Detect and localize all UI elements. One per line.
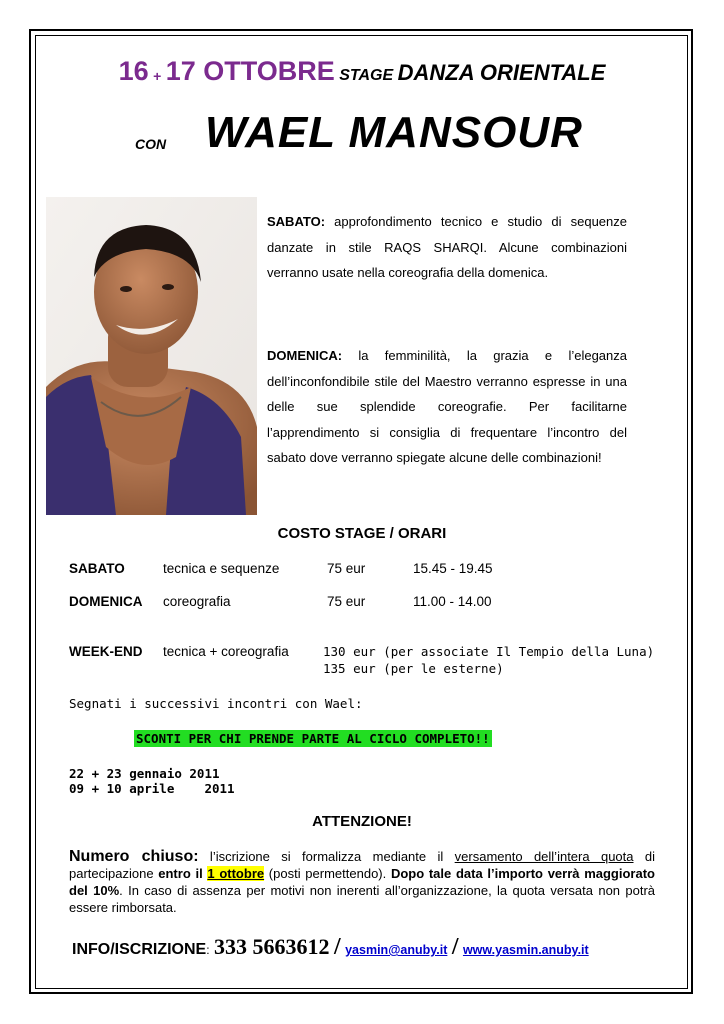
numero-chiuso-paragraph [69, 848, 655, 916]
schedule-desc: tecnica e sequenze [163, 561, 280, 576]
schedule-price: 75 eur [327, 594, 366, 609]
sabato-description [267, 209, 627, 286]
website-link[interactable]: www.yasmin.anuby.it [462, 943, 589, 957]
separator-slash: / [333, 934, 341, 960]
costo-heading: COSTO STAGE / ORARI [277, 525, 447, 542]
segnati-text: Segnati i successivi incontri con Wael: [69, 696, 363, 711]
date-end: 17 OTTOBRE [165, 56, 335, 86]
domenica-text: la femminilità, la grazia e l’eleganza dell’inconfondibile stile del Maestro verranno espresse in una delle sue splendide coreografie. Per facilitarne l’apprendimento si consiglia di frequentare l’incontro del sabato dove verranno spiegate alcune delle combinazioni! [267, 348, 627, 465]
numero-text: (posti permettendo). [264, 866, 391, 881]
teacher-photo [46, 197, 257, 515]
numero-title: Numero chiuso: [69, 848, 199, 865]
numero-bold: Dopo tale data l’importo verrà maggiorato del 10% [69, 866, 655, 898]
date-start: 16 [118, 56, 149, 86]
email-link[interactable]: yasmin@anuby.it [345, 943, 448, 957]
plus-sign: + [153, 67, 162, 84]
weekend-day: WEEK-END [69, 644, 143, 659]
numero-text: . In caso di assenza per motivi non inerenti all’organizzazione, la quota versata non potrà essere rimborsata. [69, 883, 655, 915]
numero-text: di partecipazione [69, 849, 656, 881]
schedule-time: 11.00 - 14.00 [413, 594, 492, 609]
weekend-price-external: 135 eur (per le esterne) [323, 661, 504, 676]
sabato-label: SABATO: [267, 214, 326, 229]
numero-text: l’iscrizione si formalizza mediante il [198, 849, 455, 864]
deadline-highlight: 1 ottobre [207, 866, 265, 881]
danza-orientale: DANZA ORIENTALE [397, 60, 606, 85]
weekend-desc: tecnica + coreografia [163, 644, 289, 659]
info-line [72, 934, 589, 961]
con-label: CON [135, 136, 167, 152]
sabato-text: approfondimento tecnico e studio di sequenze danzate in stile RAQS SHARQI. Alcune combinazioni verranno usate nella coreografia della domenica. [267, 214, 627, 280]
future-date: 22 + 23 gennaio 2011 [69, 766, 220, 781]
numero-underline: versamento dell’intera quota [454, 849, 634, 864]
schedule-desc: coreografia [163, 594, 231, 609]
info-colon: : [206, 943, 210, 957]
domenica-description [267, 343, 627, 471]
weekend-price-associate: 130 eur (per associate Il Tempio della Luna) [323, 644, 655, 659]
schedule-day: SABATO [69, 561, 125, 576]
info-label: INFO/ISCRIZIONE [72, 941, 207, 958]
schedule-day: DOMENICA [69, 594, 143, 609]
separator-slash: / [451, 934, 459, 960]
domenica-label: DOMENICA: [267, 348, 343, 363]
attenzione-heading: ATTENZIONE! [312, 813, 412, 830]
future-date: 09 + 10 aprile 2011 [69, 781, 235, 796]
event-title [0, 56, 724, 87]
numero-bold: entro il [158, 866, 208, 881]
sconti-banner: SCONTI PER CHI PRENDE PARTE AL CICLO COMPLETO!! [136, 731, 490, 746]
teacher-name: WAEL MANSOUR [205, 108, 583, 157]
phone-number[interactable]: 333 5663612 [214, 934, 330, 959]
stage-word: STAGE [339, 67, 394, 84]
schedule-price: 75 eur [327, 561, 366, 576]
schedule-time: 15.45 - 19.45 [413, 561, 493, 576]
future-dates [69, 766, 235, 796]
portrait-image [46, 197, 257, 515]
